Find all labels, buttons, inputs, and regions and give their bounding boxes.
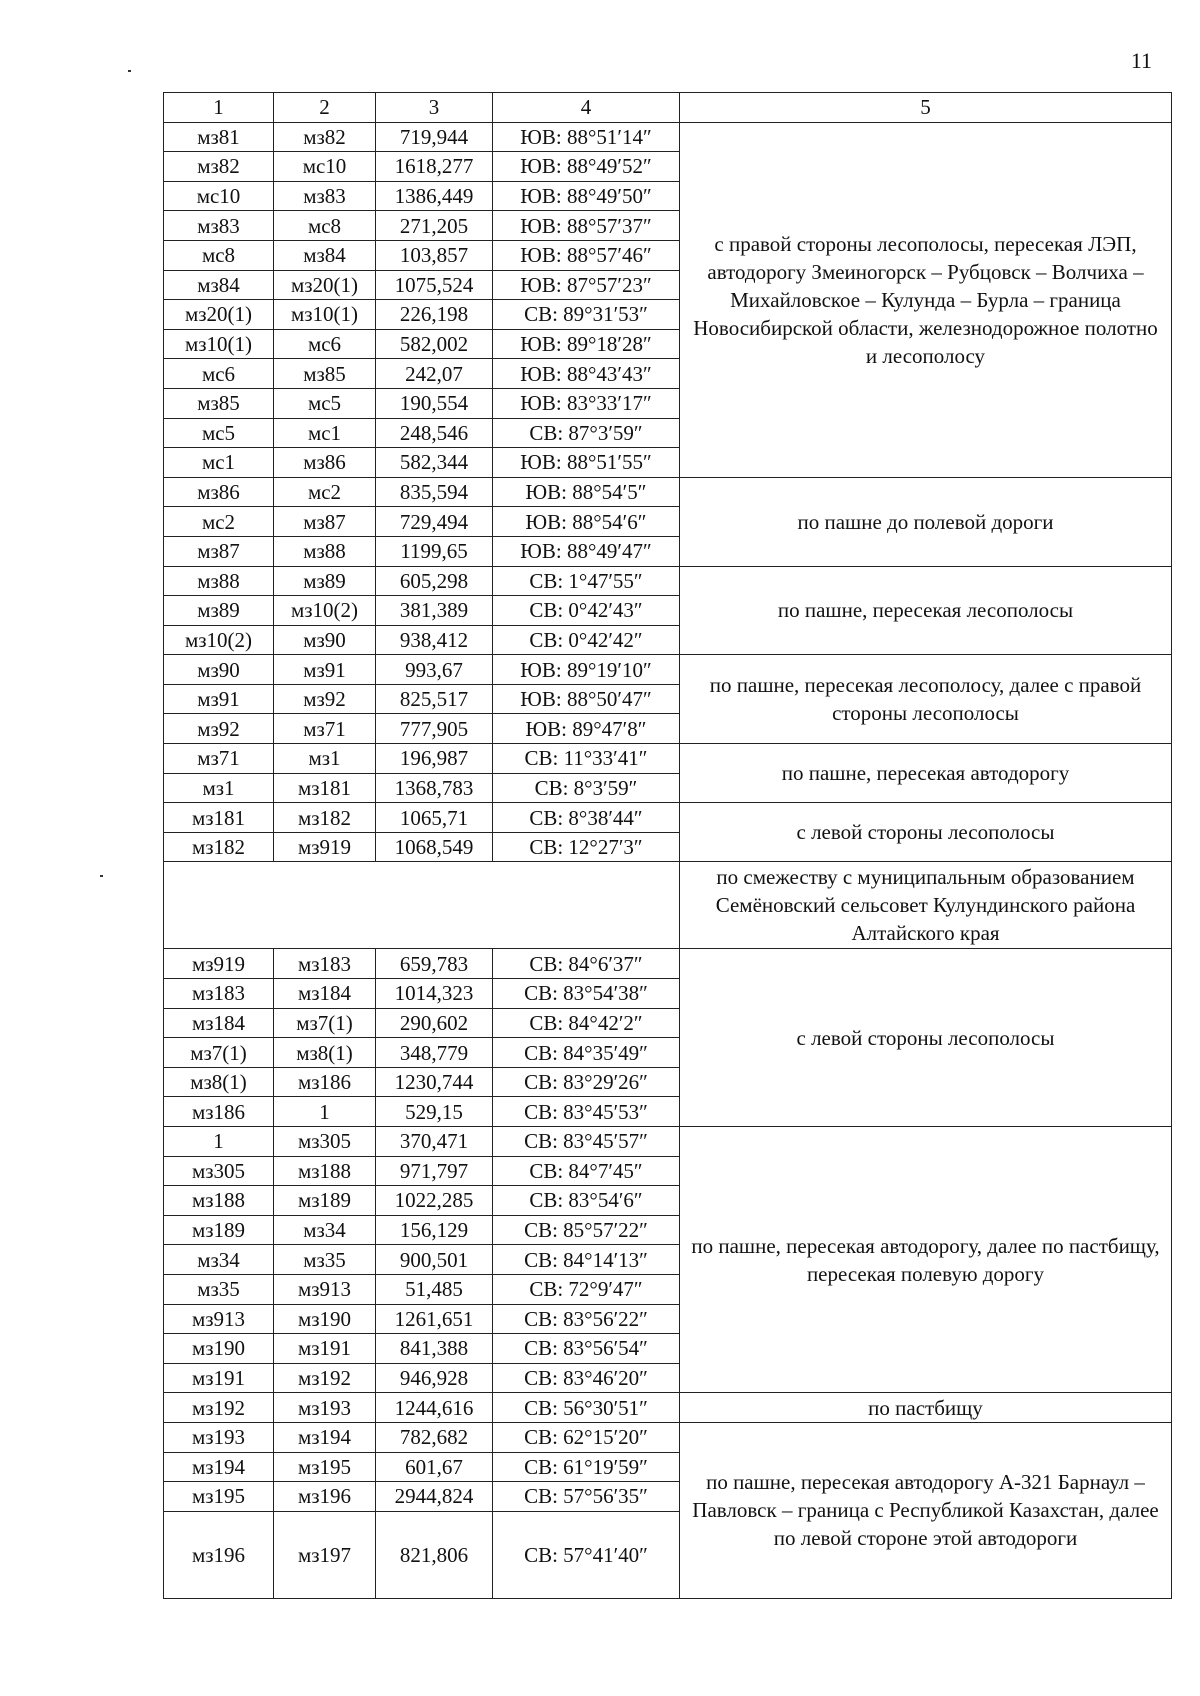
- length-cell: 900,501: [376, 1245, 493, 1275]
- description-cell: по пашне, пересекая автодорогу: [680, 744, 1172, 803]
- to-point-cell: мз86: [274, 448, 376, 478]
- to-point-cell: мз82: [274, 122, 376, 152]
- to-point-cell: мз189: [274, 1186, 376, 1216]
- bearing-cell: СВ: 84°35′49″: [493, 1038, 680, 1068]
- from-point-cell: мз190: [164, 1334, 274, 1364]
- from-point-cell: мз8(1): [164, 1067, 274, 1097]
- bearing-cell: ЮВ: 88°54′6″: [493, 507, 680, 537]
- from-point-cell: мз82: [164, 152, 274, 182]
- length-cell: 946,928: [376, 1363, 493, 1393]
- description-cell: с правой стороны лесополосы, пересекая ЛЭП, автодорогу Змеиногорск – Рубцовск – Волчиха – Михайловское – Кулунда – Бурла – граница Новосибирской области, железнодорожное полотно и лесополосу: [680, 122, 1172, 477]
- length-cell: 242,07: [376, 359, 493, 389]
- to-point-cell: мз87: [274, 507, 376, 537]
- from-point-cell: мз20(1): [164, 300, 274, 330]
- to-point-cell: мз184: [274, 979, 376, 1009]
- table-row: [164, 744, 1172, 774]
- to-point-cell: мз183: [274, 949, 376, 979]
- bearing-cell: СВ: 72°9′47″: [493, 1274, 680, 1304]
- description-cell: по пашне до полевой дороги: [680, 477, 1172, 566]
- to-point-cell: мз190: [274, 1304, 376, 1334]
- bearing-cell: ЮВ: 87°57′23″: [493, 270, 680, 300]
- to-point-cell: мз84: [274, 240, 376, 270]
- to-point-cell: мс5: [274, 388, 376, 418]
- table-row: [164, 477, 1172, 507]
- length-cell: 821,806: [376, 1511, 493, 1598]
- bearing-cell: СВ: 83°54′38″: [493, 979, 680, 1009]
- col-header-bearing: 4: [493, 93, 680, 123]
- length-cell: 370,471: [376, 1127, 493, 1157]
- to-point-cell: мз919: [274, 832, 376, 862]
- from-point-cell: мз913: [164, 1304, 274, 1334]
- length-cell: 825,517: [376, 684, 493, 714]
- bearing-cell: СВ: 83°54′6″: [493, 1186, 680, 1216]
- boundary-table: [163, 92, 1172, 1599]
- length-cell: 196,987: [376, 744, 493, 774]
- page-number: 11: [1130, 48, 1152, 73]
- bearing-cell: ЮВ: 88°43′43″: [493, 359, 680, 389]
- length-cell: 1386,449: [376, 181, 493, 211]
- from-point-cell: мз71: [164, 744, 274, 774]
- to-point-cell: мз7(1): [274, 1008, 376, 1038]
- length-cell: 381,389: [376, 596, 493, 626]
- length-cell: 271,205: [376, 211, 493, 241]
- empty-merged-cell: [164, 862, 680, 949]
- to-point-cell: мз89: [274, 566, 376, 596]
- length-cell: 582,344: [376, 448, 493, 478]
- bearing-cell: ЮВ: 88°54′5″: [493, 477, 680, 507]
- bearing-cell: СВ: 11°33′41″: [493, 744, 680, 774]
- from-point-cell: мз305: [164, 1156, 274, 1186]
- description-cell: по смежеству с муниципальным образованием Семёновский сельсовет Кулундинского района Алтайского края: [680, 862, 1172, 949]
- col-header-description: 5: [680, 93, 1172, 123]
- to-point-cell: мз34: [274, 1215, 376, 1245]
- table-row: [164, 566, 1172, 596]
- table-row: [164, 803, 1172, 833]
- description-cell: по пашне, пересекая лесополосу, далее с правой стороны лесополосы: [680, 655, 1172, 744]
- length-cell: 659,783: [376, 949, 493, 979]
- bearing-cell: СВ: 1°47′55″: [493, 566, 680, 596]
- bearing-cell: ЮВ: 88°49′47″: [493, 536, 680, 566]
- length-cell: 156,129: [376, 1215, 493, 1245]
- from-point-cell: мз196: [164, 1511, 274, 1598]
- length-cell: 782,682: [376, 1422, 493, 1452]
- bearing-cell: СВ: 83°29′26″: [493, 1067, 680, 1097]
- from-point-cell: мз85: [164, 388, 274, 418]
- length-cell: 1014,323: [376, 979, 493, 1009]
- bearing-cell: СВ: 83°56′54″: [493, 1334, 680, 1364]
- bearing-cell: СВ: 84°6′37″: [493, 949, 680, 979]
- from-point-cell: мз81: [164, 122, 274, 152]
- from-point-cell: мз10(2): [164, 625, 274, 655]
- col-header-to-point: 2: [274, 93, 376, 123]
- description-cell: по пастбищу: [680, 1393, 1172, 1423]
- bearing-cell: ЮВ: 88°51′55″: [493, 448, 680, 478]
- to-point-cell: мз88: [274, 536, 376, 566]
- bearing-cell: СВ: 8°38′44″: [493, 803, 680, 833]
- to-point-cell: мз192: [274, 1363, 376, 1393]
- from-point-cell: мз90: [164, 655, 274, 685]
- to-point-cell: мз186: [274, 1067, 376, 1097]
- length-cell: 1199,65: [376, 536, 493, 566]
- to-point-cell: мз35: [274, 1245, 376, 1275]
- from-point-cell: мз86: [164, 477, 274, 507]
- length-cell: 993,67: [376, 655, 493, 685]
- length-cell: 51,485: [376, 1274, 493, 1304]
- to-point-cell: мз188: [274, 1156, 376, 1186]
- description-cell: по пашне, пересекая лесополосы: [680, 566, 1172, 655]
- to-point-cell: мз83: [274, 181, 376, 211]
- bearing-cell: ЮВ: 83°33′17″: [493, 388, 680, 418]
- from-point-cell: мз88: [164, 566, 274, 596]
- from-point-cell: мз35: [164, 1274, 274, 1304]
- table-row: [164, 1393, 1172, 1423]
- length-cell: 226,198: [376, 300, 493, 330]
- to-point-cell: мз195: [274, 1452, 376, 1482]
- table-row: [164, 862, 1172, 949]
- to-point-cell: мз71: [274, 714, 376, 744]
- bearing-cell: СВ: 84°42′2″: [493, 1008, 680, 1038]
- table-row: [164, 1422, 1172, 1452]
- from-point-cell: мз186: [164, 1097, 274, 1127]
- length-cell: 938,412: [376, 625, 493, 655]
- from-point-cell: мз191: [164, 1363, 274, 1393]
- length-cell: 582,002: [376, 329, 493, 359]
- length-cell: 348,779: [376, 1038, 493, 1068]
- bearing-cell: ЮВ: 88°51′14″: [493, 122, 680, 152]
- from-point-cell: мз919: [164, 949, 274, 979]
- to-point-cell: мз305: [274, 1127, 376, 1157]
- from-point-cell: мз193: [164, 1422, 274, 1452]
- length-cell: 971,797: [376, 1156, 493, 1186]
- bearing-cell: ЮВ: 89°47′8″: [493, 714, 680, 744]
- col-header-length: 3: [376, 93, 493, 123]
- bearing-cell: ЮВ: 89°18′28″: [493, 329, 680, 359]
- bearing-cell: СВ: 61°19′59″: [493, 1452, 680, 1482]
- from-point-cell: мз83: [164, 211, 274, 241]
- length-cell: 1244,616: [376, 1393, 493, 1423]
- bearing-cell: ЮВ: 88°49′50″: [493, 181, 680, 211]
- from-point-cell: мз87: [164, 536, 274, 566]
- from-point-cell: мз1: [164, 773, 274, 803]
- bearing-cell: СВ: 85°57′22″: [493, 1215, 680, 1245]
- to-point-cell: мз92: [274, 684, 376, 714]
- bearing-cell: ЮВ: 88°49′52″: [493, 152, 680, 182]
- from-point-cell: мс8: [164, 240, 274, 270]
- bearing-cell: СВ: 57°41′40″: [493, 1511, 680, 1598]
- bearing-cell: СВ: 0°42′42″: [493, 625, 680, 655]
- bearing-cell: СВ: 83°46′20″: [493, 1363, 680, 1393]
- bearing-cell: СВ: 89°31′53″: [493, 300, 680, 330]
- to-point-cell: мз181: [274, 773, 376, 803]
- length-cell: 290,602: [376, 1008, 493, 1038]
- length-cell: 605,298: [376, 566, 493, 596]
- from-point-cell: мз7(1): [164, 1038, 274, 1068]
- to-point-cell: мз197: [274, 1511, 376, 1598]
- to-point-cell: мз193: [274, 1393, 376, 1423]
- bearing-cell: СВ: 56°30′51″: [493, 1393, 680, 1423]
- from-point-cell: мз92: [164, 714, 274, 744]
- from-point-cell: мз182: [164, 832, 274, 862]
- length-cell: 835,594: [376, 477, 493, 507]
- col-header-from-point: 1: [164, 93, 274, 123]
- length-cell: 529,15: [376, 1097, 493, 1127]
- from-point-cell: мз91: [164, 684, 274, 714]
- length-cell: 1230,744: [376, 1067, 493, 1097]
- to-point-cell: мз10(1): [274, 300, 376, 330]
- to-point-cell: мз182: [274, 803, 376, 833]
- bearing-cell: ЮВ: 88°57′37″: [493, 211, 680, 241]
- bearing-cell: ЮВ: 89°19′10″: [493, 655, 680, 685]
- scan-speck: [128, 70, 131, 72]
- from-point-cell: мз183: [164, 979, 274, 1009]
- bearing-cell: СВ: 83°56′22″: [493, 1304, 680, 1334]
- from-point-cell: мз34: [164, 1245, 274, 1275]
- to-point-cell: мз85: [274, 359, 376, 389]
- length-cell: 1075,524: [376, 270, 493, 300]
- to-point-cell: мз1: [274, 744, 376, 774]
- bearing-cell: СВ: 12°27′3″: [493, 832, 680, 862]
- table-row: [164, 655, 1172, 685]
- bearing-cell: СВ: 87°3′59″: [493, 418, 680, 448]
- to-point-cell: мз194: [274, 1422, 376, 1452]
- bearing-cell: СВ: 8°3′59″: [493, 773, 680, 803]
- bearing-cell: ЮВ: 88°50′47″: [493, 684, 680, 714]
- from-point-cell: 1: [164, 1127, 274, 1157]
- length-cell: 1261,651: [376, 1304, 493, 1334]
- table-body: [164, 122, 1172, 1598]
- to-point-cell: мс6: [274, 329, 376, 359]
- to-point-cell: мс8: [274, 211, 376, 241]
- to-point-cell: мз191: [274, 1334, 376, 1364]
- from-point-cell: мс10: [164, 181, 274, 211]
- header-row: [164, 93, 1172, 123]
- bearing-cell: СВ: 83°45′57″: [493, 1127, 680, 1157]
- length-cell: 841,388: [376, 1334, 493, 1364]
- length-cell: 1368,783: [376, 773, 493, 803]
- from-point-cell: мз195: [164, 1482, 274, 1512]
- from-point-cell: мс1: [164, 448, 274, 478]
- description-cell: по пашне, пересекая автодорогу А-321 Барнаул – Павловск – граница с Республикой Казахстан, далее по левой стороне этой автодороги: [680, 1422, 1172, 1598]
- to-point-cell: мз10(2): [274, 596, 376, 626]
- from-point-cell: мз84: [164, 270, 274, 300]
- from-point-cell: мз194: [164, 1452, 274, 1482]
- bearing-cell: СВ: 57°56′35″: [493, 1482, 680, 1512]
- description-cell: по пашне, пересекая автодорогу, далее по пастбищу, пересекая полевую дорогу: [680, 1127, 1172, 1393]
- to-point-cell: мз91: [274, 655, 376, 685]
- scan-speck: [100, 875, 103, 877]
- to-point-cell: 1: [274, 1097, 376, 1127]
- length-cell: 719,944: [376, 122, 493, 152]
- length-cell: 248,546: [376, 418, 493, 448]
- table-row: [164, 949, 1172, 979]
- to-point-cell: мз20(1): [274, 270, 376, 300]
- length-cell: 190,554: [376, 388, 493, 418]
- length-cell: 777,905: [376, 714, 493, 744]
- description-cell: с левой стороны лесополосы: [680, 803, 1172, 862]
- table-row: [164, 1127, 1172, 1157]
- from-point-cell: мс2: [164, 507, 274, 537]
- description-cell: с левой стороны лесополосы: [680, 949, 1172, 1127]
- to-point-cell: мс1: [274, 418, 376, 448]
- bearing-cell: СВ: 84°7′45″: [493, 1156, 680, 1186]
- from-point-cell: мз188: [164, 1186, 274, 1216]
- length-cell: 1618,277: [376, 152, 493, 182]
- bearing-cell: СВ: 83°45′53″: [493, 1097, 680, 1127]
- length-cell: 1022,285: [376, 1186, 493, 1216]
- length-cell: 729,494: [376, 507, 493, 537]
- bearing-cell: ЮВ: 88°57′46″: [493, 240, 680, 270]
- length-cell: 601,67: [376, 1452, 493, 1482]
- from-point-cell: мз89: [164, 596, 274, 626]
- from-point-cell: мз189: [164, 1215, 274, 1245]
- bearing-cell: СВ: 62°15′20″: [493, 1422, 680, 1452]
- from-point-cell: мз192: [164, 1393, 274, 1423]
- length-cell: 1068,549: [376, 832, 493, 862]
- bearing-cell: СВ: 0°42′43″: [493, 596, 680, 626]
- to-point-cell: мс10: [274, 152, 376, 182]
- to-point-cell: мз913: [274, 1274, 376, 1304]
- from-point-cell: мз184: [164, 1008, 274, 1038]
- length-cell: 103,857: [376, 240, 493, 270]
- to-point-cell: мз8(1): [274, 1038, 376, 1068]
- length-cell: 2944,824: [376, 1482, 493, 1512]
- to-point-cell: мз90: [274, 625, 376, 655]
- from-point-cell: мз181: [164, 803, 274, 833]
- from-point-cell: мс6: [164, 359, 274, 389]
- bearing-cell: СВ: 84°14′13″: [493, 1245, 680, 1275]
- from-point-cell: мз10(1): [164, 329, 274, 359]
- to-point-cell: мс2: [274, 477, 376, 507]
- table-row: [164, 122, 1172, 152]
- from-point-cell: мс5: [164, 418, 274, 448]
- length-cell: 1065,71: [376, 803, 493, 833]
- to-point-cell: мз196: [274, 1482, 376, 1512]
